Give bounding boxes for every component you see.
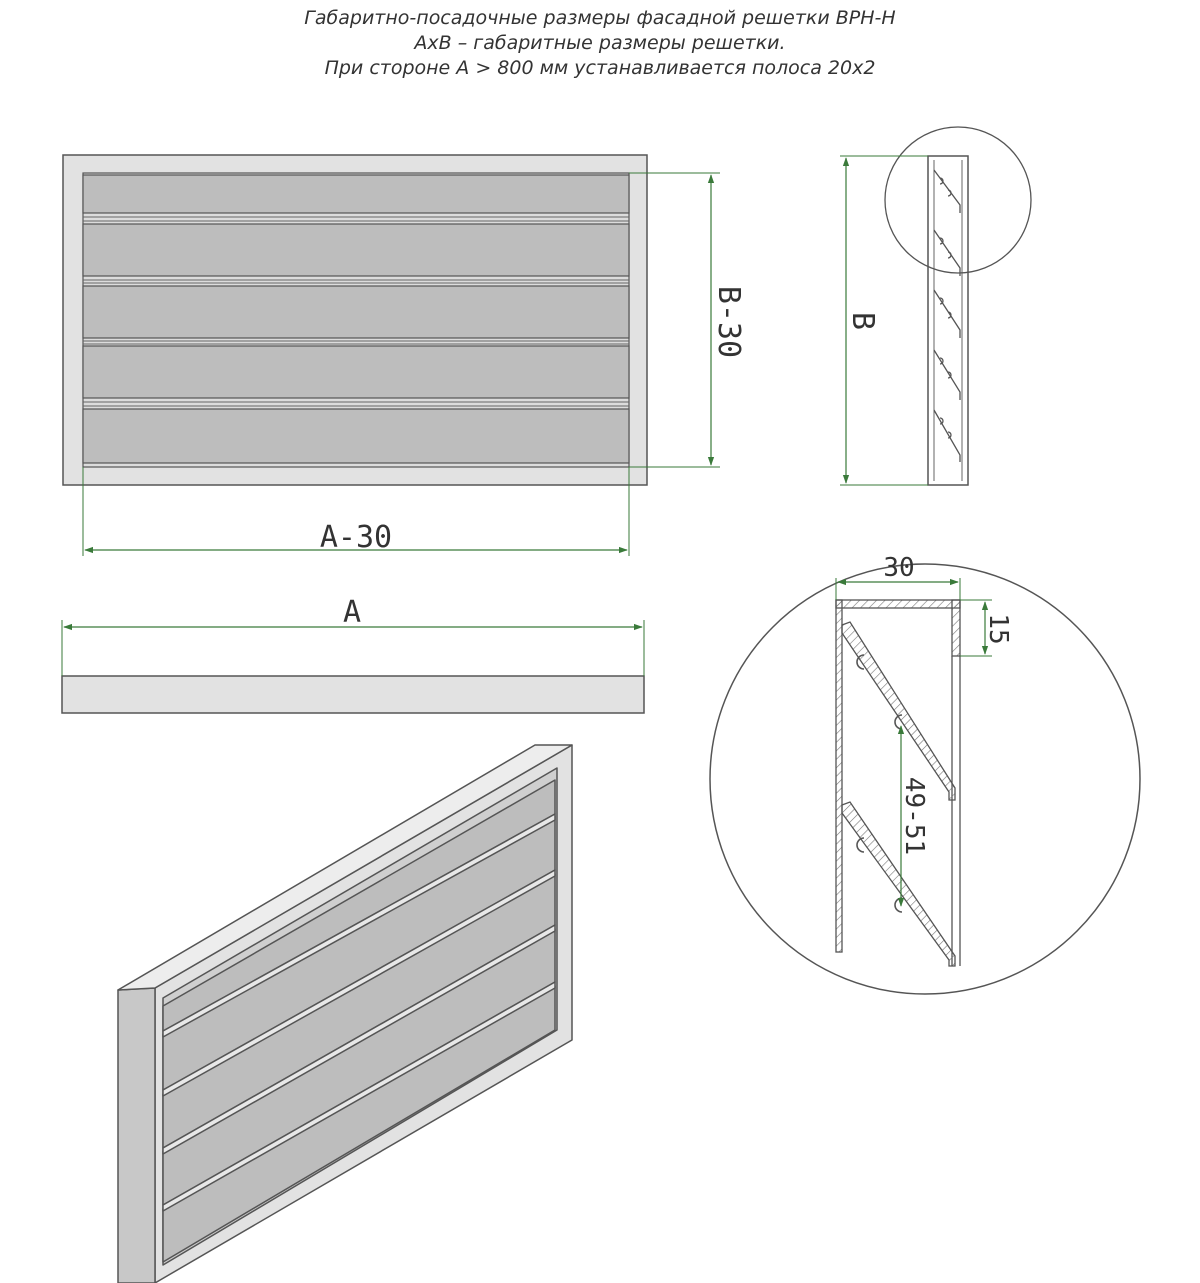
iso-frame-side: [118, 988, 155, 1283]
title-line-1: Габаритно-посадочные размеры фасадной решетки ВРН-Н: [304, 7, 896, 29]
blade-2: [83, 224, 629, 276]
dim-pitch-label: 49-51: [899, 776, 929, 856]
front-view: [63, 155, 647, 485]
detail-left-wall: [836, 600, 842, 952]
top-view: [62, 595, 644, 713]
dim-inner-height-label: B-30: [711, 285, 746, 359]
title-line-3: При стороне A > 800 мм устанавливается полоса 20x2: [324, 57, 876, 79]
detail-view: [710, 553, 1140, 994]
top-view-body: [62, 676, 644, 713]
title-line-2: AxB – габаритные размеры решетки.: [414, 32, 786, 54]
dim-width-label: A: [342, 595, 362, 630]
dim-inner-width-label: A-30: [319, 520, 393, 555]
side-view: [840, 127, 1031, 485]
blade-3: [83, 286, 629, 338]
blade-1: [83, 175, 629, 213]
dim-height-label: B: [845, 311, 880, 331]
isometric-view: [118, 745, 572, 1283]
dim-depth-label: 30: [883, 553, 915, 583]
detail-right-flange: [952, 600, 960, 656]
blade-4: [83, 346, 629, 398]
blade-5: [83, 409, 629, 463]
dim-flange-label: 15: [983, 613, 1013, 645]
detail-top-flange: [836, 600, 960, 608]
